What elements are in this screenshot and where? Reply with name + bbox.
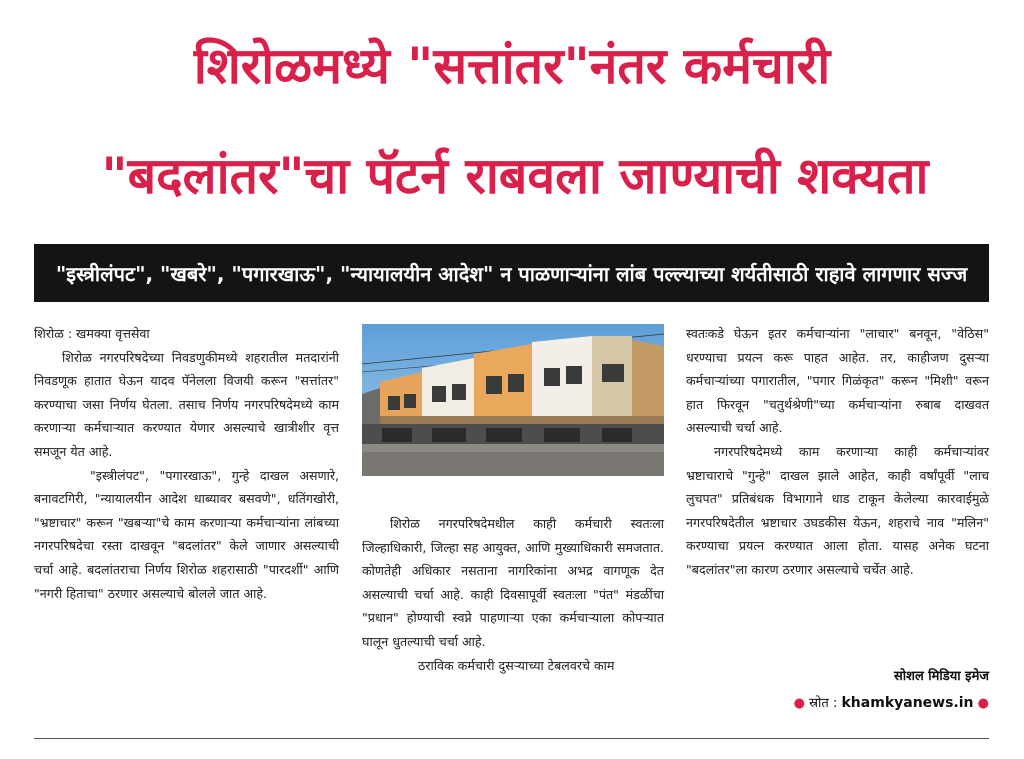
headline-line-2: "बदलांतर"चा पॅटर्न राबवला जाण्याची शक्यता	[101, 147, 929, 205]
col3-paragraph-1: स्वतःकडे घेऊन इतर कर्मचाऱ्यांना "लाचार" बनवून, "वेठिस" धरण्याचा प्रयत्न करू पाहत आहेत. तर, काहीजण दुसऱ्या कर्मचाऱ्यांच्या पगारातील, "पगार गिळंकृत" करून "मिशी" वरून हात फिरवून "चतुर्थश्रेणी"च्या कर्मचाऱ्यांना रुबाब दाखवत असल्याची चर्चा आहे.	[686, 326, 989, 436]
col1-paragraph-1: शिरोळ नगरपरिषदेच्या निवडणुकीमध्ये शहरातील मतदारांनी निवडणूक हातात घेऊन यादव पॅनेलला विजयी करून "सत्तांतर" करण्याचा जसा निर्णय घेतला. तसाच निर्णय नगरपरिषदेमध्ये काम करणाऱ्या कर्मचाऱ्यात करण्यात येणार असल्याचे खात्रीशीर वृत्त समजून येत आहे.	[34, 349, 339, 459]
col1-paragraph-2: "इस्त्रीलंपट", "पगारखाऊ", गुन्हे दाखल असणारे, बनावटगिरी, "न्यायालयीन आदेश धाब्यावर बसवणे", धतिंगखोरी, "भ्रष्टाचार" करून "खबऱ्या"चे काम करणाऱ्या कर्मचाऱ्यांना लांबच्या नगरपरिषदेचा रस्ता दाखवून "बदलांतर" केले जाणार असल्याची चर्चा आहे. बदलांतराचा निर्णय शिरोळ शहरासाठी "पारदर्शी" आणि "नगरी हिताचा" ठरणार असल्याचे बोलले जात आहे.	[34, 467, 339, 601]
building-photo-image	[362, 324, 664, 476]
image-credit-label: सोशल मिडिया इमेज	[893, 669, 989, 684]
bullet-dot-icon: ●	[793, 696, 805, 711]
source-prefix: स्रोत :	[809, 696, 838, 711]
subheadline-bar	[34, 244, 989, 302]
bullet-dot-icon: ●	[977, 696, 989, 711]
subheadline-text: "इस्त्रीलंपट", "खबरे", "पगारखाऊ", "न्यायालयीन आदेश" न पाळणाऱ्यांना लांब पल्ल्याच्या शर्यतीसाठी राहावे लागणार सज्ज	[55, 261, 968, 286]
article-column-3	[686, 322, 989, 582]
source-credit	[686, 693, 989, 711]
article-column-2	[362, 512, 664, 677]
source-site: khamkyanews.in	[841, 695, 974, 711]
col2-paragraph-2: ठराविक कर्मचारी दुसऱ्याच्या टेबलवरचे काम	[418, 657, 615, 673]
article-column-1	[34, 322, 339, 605]
col2-paragraph-1: शिरोळ नगरपरिषदेमधील काही कर्मचारी स्वतःला जिल्हाधिकारी, जिल्हा सह आयुक्त, आणि मुख्याधिकारी समजतात. कोणतेही अधिकार नसताना नागरिकांना अभद्र वागणूक देत असल्याची चर्चा आहे. काही दिवसापूर्वी स्वतःला "पंत" मंडळींचा "प्रधान" होण्याची स्वप्ने पाहणाऱ्या एका कर्मचाऱ्याला कोपऱ्यात घालून धुतल्याची चर्चा आहे.	[362, 516, 664, 649]
bottom-divider	[34, 738, 989, 739]
dateline: शिरोळ : खमक्या वृत्तसेवा	[34, 326, 150, 341]
col3-paragraph-2: नगरपरिषदेमध्ये काम करणाऱ्या काही कर्मचाऱ्यांवर भ्रष्टाचाराचे "गुन्हे" दाखल झाले आहेत, काही वर्षांपूर्वी "लाच लुचपत" प्रतिबंधक विभागाने धाड टाकून केलेल्या कारवाईमुळे नगरपरिषदेतील भ्रष्टाचार उघडकीस येऊन, शहराचे नाव "मलिन" करण्याचा प्रयत्न करण्यात आला होता. यासह अनेक घटना "बदलांतर"ला कारण ठरणार असल्याचे चर्चेत आहे.	[686, 443, 989, 577]
municipal-building-photo	[362, 324, 664, 476]
headline-line-1: शिरोळमध्ये "सत्तांतर"नंतर कर्मचारी	[193, 37, 831, 95]
